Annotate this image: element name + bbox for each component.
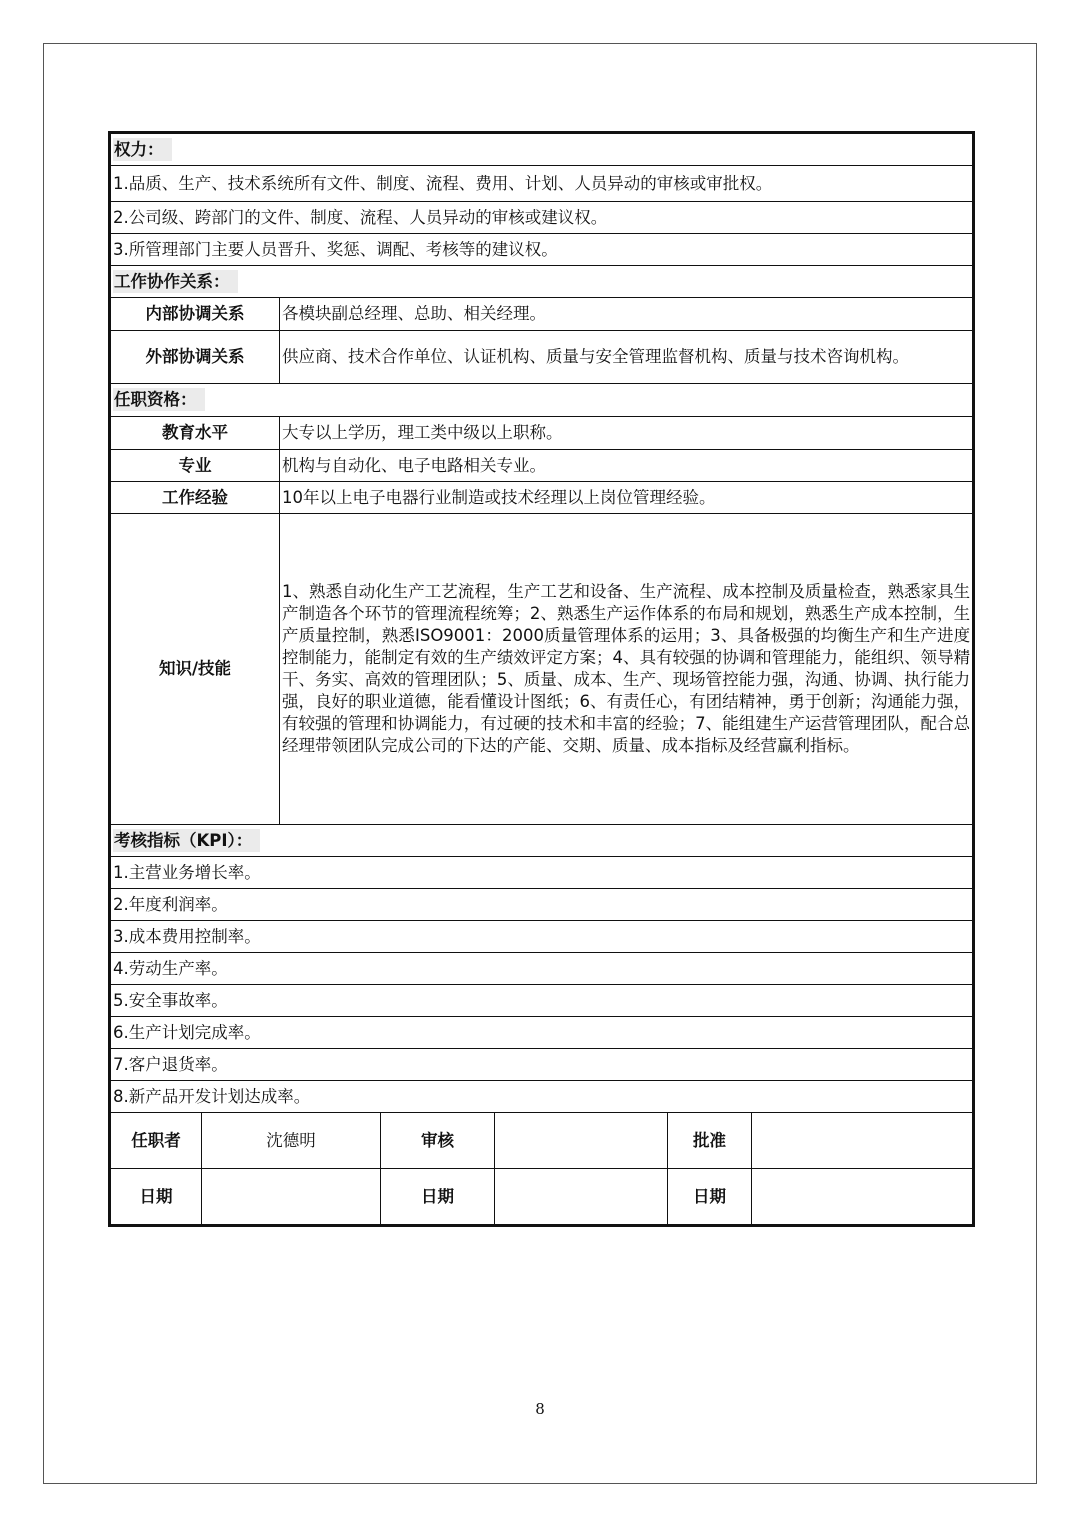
page-number: 8 xyxy=(535,1400,545,1418)
kpi-item-5: 5.安全事故率。 xyxy=(110,985,974,1017)
kpi-item-2: 2.年度利润率。 xyxy=(110,889,974,921)
section-header-authority xyxy=(110,133,974,166)
signature-row xyxy=(110,1113,974,1169)
kpi-item xyxy=(110,921,974,953)
authority-title: 权力： xyxy=(113,138,172,161)
experience-value: 10年以上电子电器行业制造或技术经理以上岗位管理经验。 xyxy=(280,482,974,514)
internal-relations-row xyxy=(110,298,974,331)
holder-label: 任职者 xyxy=(110,1113,202,1169)
authority-item xyxy=(110,234,974,266)
kpi-item xyxy=(110,889,974,921)
experience-row xyxy=(110,482,974,514)
education-row xyxy=(110,417,974,450)
major-label: 专业 xyxy=(110,450,280,482)
date-label-approve: 日期 xyxy=(668,1169,752,1226)
section-header-kpi xyxy=(110,825,974,857)
job-description-table xyxy=(108,131,975,1227)
holder-name: 沈德明 xyxy=(202,1113,381,1169)
kpi-item-3: 3.成本费用控制率。 xyxy=(110,921,974,953)
qualifications-title: 任职资格： xyxy=(113,388,205,411)
authority-item-3: 3.所管理部门主要人员晋升、奖惩、调配、考核等的建议权。 xyxy=(110,234,974,266)
kpi-item xyxy=(110,953,974,985)
approve-value[interactable] xyxy=(752,1113,974,1169)
kpi-item-8: 8.新产品开发计划达成率。 xyxy=(110,1081,974,1113)
date-value-review[interactable] xyxy=(495,1169,668,1226)
major-value: 机构与自动化、电子电路相关专业。 xyxy=(280,450,974,482)
external-relations-value: 供应商、技术合作单位、认证机构、质量与安全管理监督机构、质量与技术咨询机构。 xyxy=(280,331,974,384)
relations-title: 工作协作关系： xyxy=(113,270,238,293)
external-relations-row xyxy=(110,331,974,384)
review-label: 审核 xyxy=(381,1113,495,1169)
skills-row xyxy=(110,514,974,825)
authority-item-1: 1.品质、生产、技术系统所有文件、制度、流程、费用、计划、人员异动的审核或审批权。 xyxy=(110,166,974,202)
internal-relations-value: 各模块副总经理、总助、相关经理。 xyxy=(280,298,974,331)
education-label: 教育水平 xyxy=(110,417,280,450)
kpi-item-6: 6.生产计划完成率。 xyxy=(110,1017,974,1049)
kpi-item-1: 1.主营业务增长率。 xyxy=(110,857,974,889)
kpi-title: 考核指标（KPI）： xyxy=(113,829,260,852)
date-row xyxy=(110,1169,974,1226)
kpi-item xyxy=(110,1081,974,1113)
education-value: 大专以上学历，理工类中级以上职称。 xyxy=(280,417,974,450)
kpi-item xyxy=(110,985,974,1017)
skills-label: 知识/技能 xyxy=(110,514,280,825)
skills-value: 1、熟悉自动化生产工艺流程，生产工艺和设备、生产流程、成本控制及质量检查，熟悉家具生产制造各个环节的管理流程统筹；2、熟悉生产运作体系的布局和规划，熟悉生产成本控制，生产质量控制，熟悉ISO9001：2000质量管理体系的运用；3、具备极强的均衡生产和生产进度控制能力，能制定有效的生产绩效评定方案；4、具有较强的协调和管理能力，能组织、领导精干、务实、高效的管理团队；5、质量、成本、生产、现场管控能力强，沟通、协调、执行能力强，良好的职业道德，能看懂设计图纸；6、有责任心，有团结精神，勇于创新；沟通能力强，有较强的管理和协调能力，有过硬的技术和丰富的经验；7、能组建生产运营管理团队，配合总经理带领团队完成公司的下达的产能、交期、质量、成本指标及经营赢利指标。 xyxy=(280,514,974,825)
section-header-qualifications xyxy=(110,384,974,417)
authority-item-2: 2.公司级、跨部门的文件、制度、流程、人员异动的审核或建议权。 xyxy=(110,202,974,234)
authority-item xyxy=(110,166,974,202)
review-value[interactable] xyxy=(495,1113,668,1169)
authority-item xyxy=(110,202,974,234)
section-header-relations xyxy=(110,266,974,298)
date-label-review: 日期 xyxy=(381,1169,495,1226)
kpi-item-4: 4.劳动生产率。 xyxy=(110,953,974,985)
external-relations-label: 外部协调关系 xyxy=(110,331,280,384)
internal-relations-label: 内部协调关系 xyxy=(110,298,280,331)
kpi-item xyxy=(110,1049,974,1081)
approve-label: 批准 xyxy=(668,1113,752,1169)
kpi-item xyxy=(110,1017,974,1049)
kpi-item-7: 7.客户退货率。 xyxy=(110,1049,974,1081)
experience-label: 工作经验 xyxy=(110,482,280,514)
kpi-item xyxy=(110,857,974,889)
date-value-holder[interactable] xyxy=(202,1169,381,1226)
date-label-holder: 日期 xyxy=(110,1169,202,1226)
date-value-approve[interactable] xyxy=(752,1169,974,1226)
major-row xyxy=(110,450,974,482)
